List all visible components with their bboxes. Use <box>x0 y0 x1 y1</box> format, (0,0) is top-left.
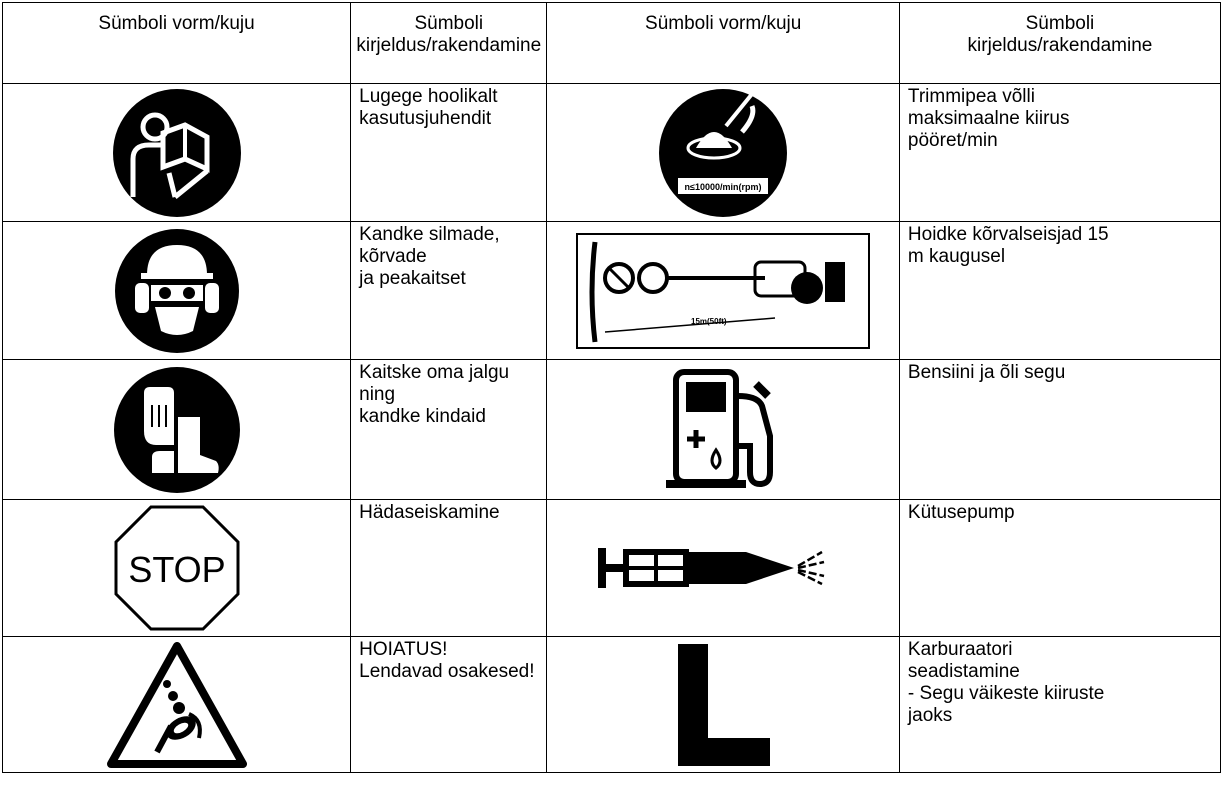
table-row <box>3 84 1221 222</box>
description-line: - Segu väikeste kiiruste <box>907 683 1105 704</box>
description-cell <box>899 360 1220 500</box>
symbol-cell <box>547 637 899 773</box>
description-line: HOIATUS! <box>359 639 448 660</box>
description-cell <box>899 84 1220 222</box>
symbol-cell <box>547 500 899 637</box>
description-line: Karburaatori <box>907 639 1013 660</box>
description-cell <box>351 222 547 360</box>
eye-ear-head-protection-icon <box>113 227 241 355</box>
description-cell <box>351 360 547 500</box>
description-cell <box>351 637 547 773</box>
description-cell <box>899 500 1220 637</box>
header-desc-left-line2: kirjeldus/rakendamine <box>356 35 542 56</box>
letter-l-icon <box>668 642 778 768</box>
table-row <box>3 222 1221 360</box>
description-line: kandke kindaid <box>359 406 486 427</box>
description-line: ja peakaitset <box>359 268 466 289</box>
description-line: jaoks <box>907 705 953 726</box>
description-line: Kütusepump <box>907 502 1015 523</box>
description-line: Hädaseiskamine <box>359 502 500 523</box>
primer-bulb-icon <box>598 538 848 598</box>
header-form-left-label: Sümboli vorm/kuju <box>98 13 255 34</box>
stop-label: STOP <box>127 549 226 590</box>
trimmer-head-speed-icon <box>656 86 790 220</box>
header-row <box>3 3 1221 84</box>
symbol-cell <box>3 500 351 637</box>
description-line: Lugege hoolikalt <box>359 86 498 107</box>
header-desc-left-line1: Sümboli <box>414 13 484 34</box>
symbol-cell <box>547 84 899 222</box>
header-form-right <box>547 3 899 84</box>
symbol-cell <box>3 84 351 222</box>
header-desc-left <box>351 3 547 84</box>
symbol-cell <box>3 360 351 500</box>
header-desc-right-line2: kirjeldus/rakendamine <box>967 35 1153 56</box>
description-line: seadistamine <box>907 661 1020 682</box>
symbol-cell <box>547 360 899 500</box>
description-line: Lendavad osakesed! <box>359 661 535 682</box>
description-line: kasutusjuhendit <box>359 108 492 129</box>
description-line: Hoidke kõrvalseisjad 15 <box>907 224 1109 245</box>
description-cell <box>351 500 547 637</box>
symbol-cell <box>3 637 351 773</box>
stop-sign-icon <box>113 504 241 632</box>
symbols-table <box>2 2 1221 773</box>
header-desc-right-line1: Sümboli <box>1025 13 1095 34</box>
description-line: Trimmipea võlli <box>907 86 1035 107</box>
distance-label: 15m(50ft) <box>691 316 727 326</box>
gloves-boots-icon <box>112 365 242 495</box>
speed-label: n≤10000/min(rpm) <box>684 181 762 192</box>
description-line: m kaugusel <box>907 246 1006 267</box>
symbol-cell <box>547 222 899 360</box>
description-line: Kaitske oma jalgu ning <box>359 362 510 405</box>
description-cell <box>899 222 1220 360</box>
description-line: maksimaalne kiirus <box>907 108 1070 129</box>
header-desc-right <box>899 3 1220 84</box>
symbol-cell <box>3 222 351 360</box>
keep-bystanders-away-icon <box>575 232 871 350</box>
header-form-right-label: Sümboli vorm/kuju <box>645 13 802 34</box>
table-row <box>3 500 1221 637</box>
fuel-pump-mixture-icon <box>658 366 788 494</box>
header-form-left <box>3 3 351 84</box>
description-cell <box>899 637 1220 773</box>
description-cell <box>351 84 547 222</box>
description-line: Kandke silmade, kõrvade <box>359 224 500 267</box>
table-row <box>3 637 1221 773</box>
description-line: Bensiini ja õli segu <box>907 362 1066 383</box>
table-row <box>3 360 1221 500</box>
flying-objects-warning-icon <box>107 642 247 768</box>
description-line: pööret/min <box>907 130 998 151</box>
read-manual-icon <box>111 87 243 219</box>
